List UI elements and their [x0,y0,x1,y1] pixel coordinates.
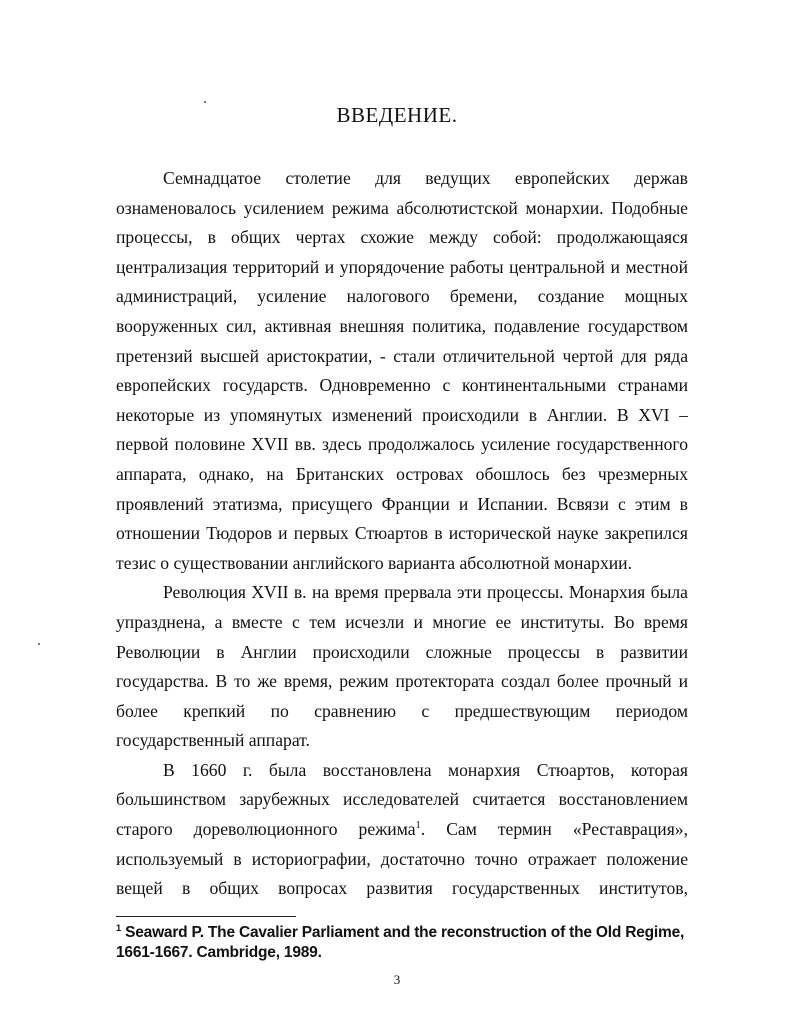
paragraph-2-line-1: Революция XVII в. на время прервала эти процессы. Монархия была [163,582,688,603]
paragraph-1-line-12: проявлений этатизма, присущего Франции и Испании. Всвязи с этим в [116,493,688,514]
paragraph-1-line-14: тезис о существовании английского варианта абсолютной монархии. [116,552,632,573]
paragraph-3-line-2: большинством зарубежных исследователей считается восстановлением [116,789,688,810]
paragraph-1-line-10: первой половине XVII вв. здесь продолжалось усиление государственного [116,434,688,455]
paragraph-1-line-6: вооруженных сил, активная внешняя политика, подавление государством [116,315,688,336]
body-text [116,164,688,904]
footnote-reference: 1 [415,820,421,832]
paragraph-3-line-3-end: . Сам термин «Реставрация», [420,819,688,840]
footnote [116,923,696,963]
paragraph-3-line-3-start: старого дореволюционного режима [116,819,416,840]
paragraph-1-line-4: централизация территорий и упорядочение работы центральной и местной [116,256,688,277]
paragraph-1-line-3: процессы, в общих чертах схожие между собой: продолжающаяся [116,227,688,248]
scan-speck [38,643,40,645]
paragraph-1-line-8: европейских государств. Одновременно с континентальными странами [116,375,688,396]
paragraph-3-line-1: В 1660 г. была восстановлена монархия Стюартов, которая [163,759,688,780]
paragraph-3-line-3 [116,815,688,845]
footnote-line-2: 1661-1667. Cambridge, 1989. [116,944,322,961]
footnote-line-1 [116,923,696,943]
paragraph-1-line-7: претензий высшей аристократии, - стали отличительной чертой для ряда [116,345,688,366]
paragraph-3-line-4: используемый в историографии, достаточно точно отражает положение [116,848,688,869]
paragraph-1-line-13: отношении Тюдоров и первых Стюартов в исторической науке закрепился [116,523,688,544]
footnote-marker: 1 [116,922,121,933]
paragraph-1-line-9: некоторые из упомянутых изменений происходили в Англии. В XVI – [116,404,688,425]
paragraph-1-line-5: администраций, усиление налогового бремени, создание мощных [116,286,688,307]
paragraph-1-line-1: Семнадцатое столетие для ведущих европейских держав [163,168,688,188]
paragraph-1-line-2: ознаменовалось усилением режима абсолютистской монархии. Подобные [116,197,688,218]
footnote-text-1: Seaward P. The Cavalier Parliament and the reconstruction of the Old Regime, [120,924,685,941]
paragraph-3-line-5: вещей в общих вопросах развития государственных институтов, [116,878,688,899]
paragraph-2-line-3: Революции в Англии происходили сложные процессы в развитии [116,641,688,662]
paragraph-1-line-11: аппарата, однако, на Британских островах обошлось без чрезмерных [116,463,688,484]
page-number: 3 [393,972,401,987]
footnote-divider [116,916,296,917]
paragraph-2-line-5: более крепкий по сравнению с предшествующим периодом [116,700,688,721]
paragraph-2-line-4: государства. В то же время, режим протектората создал более прочный и [116,671,688,692]
paragraph-2-line-6: государственный аппарат. [116,730,310,751]
paragraph-2-line-2: упразднена, а вместе с тем исчезли и многие ее институты. Во время [116,611,688,632]
page-title: ВВЕДЕНИЕ. [336,103,458,127]
